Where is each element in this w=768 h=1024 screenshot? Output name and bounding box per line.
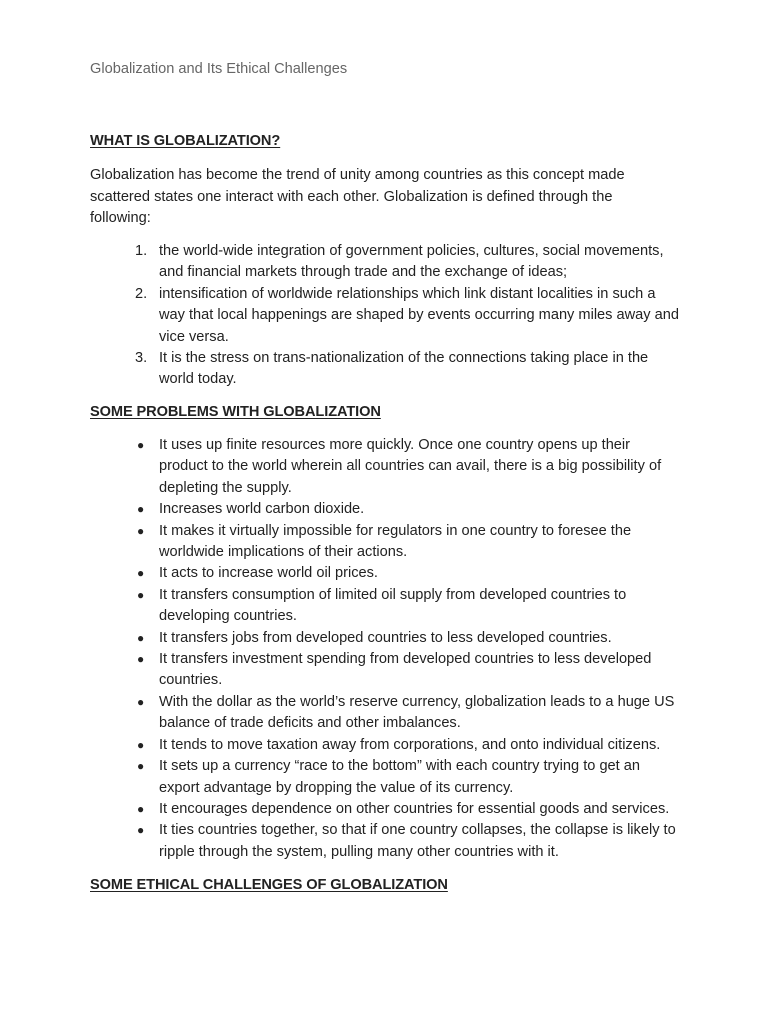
- bullet-icon: ●: [137, 759, 145, 774]
- list-item-text: the world-wide integration of government policies, cultures, social movements, and financial markets through trade and the exchange of ideas;: [159, 243, 664, 281]
- list-item-text: Increases world carbon dioxide.: [159, 501, 365, 518]
- list-item-text: It is the stress on trans-nationalization of the connections taking place in the world today.: [159, 350, 649, 388]
- problems-list: [90, 435, 682, 863]
- list-item: [90, 649, 682, 692]
- intro-paragraph: Globalization has become the trend of unity among countries as this concept made scattered states one interact with each other. Globalization is defined through the following:: [90, 167, 625, 226]
- document-title: Globalization and Its Ethical Challenges: [90, 61, 348, 77]
- bullet-icon: ●: [137, 587, 145, 602]
- section-heading-problems: SOME PROBLEMS WITH GLOBALIZATION: [90, 404, 381, 420]
- list-item: [90, 735, 682, 756]
- list-item-text: It transfers investment spending from developed countries to less developed countries.: [159, 651, 652, 689]
- list-item: [90, 756, 682, 799]
- list-item-text: It transfers jobs from developed countries to less developed countries.: [159, 629, 612, 646]
- bullet-icon: ●: [137, 630, 145, 645]
- list-number: 2.: [135, 285, 148, 302]
- list-item: [90, 435, 682, 499]
- list-item: [90, 628, 682, 649]
- list-item: [90, 284, 682, 348]
- section-heading-what-is-globalization: WHAT IS GLOBALIZATION?: [90, 133, 281, 149]
- list-item-text: It makes it virtually impossible for regulators in one country to foresee the worldwide implications of their actions.: [159, 522, 632, 561]
- list-item-text: intensification of worldwide relationships which link distant localities in such a way that local happenings are shaped by events occurring many miles away and vice versa.: [159, 285, 679, 345]
- bullet-icon: ●: [137, 801, 145, 816]
- list-item-text: It ties countries together, so that if one country collapses, the collapse is likely to ripple through the system, pulling many other countries with it.: [159, 822, 676, 860]
- bullet-icon: ●: [137, 737, 145, 752]
- list-item-text: It sets up a currency “race to the bottom” with each country trying to get an export advantage by dropping the value of its currency.: [159, 758, 641, 796]
- bullet-icon: ●: [137, 566, 145, 581]
- list-item: [90, 820, 682, 863]
- list-item: [90, 499, 682, 520]
- list-item: [90, 799, 682, 820]
- section-heading-ethical-challenges: SOME ETHICAL CHALLENGES OF GLOBALIZATION: [90, 877, 448, 893]
- definition-list: [90, 241, 682, 391]
- list-item: [90, 692, 682, 735]
- list-item-text: It acts to increase world oil prices.: [159, 565, 378, 582]
- list-number: 3.: [135, 350, 148, 367]
- list-item: [90, 521, 682, 564]
- bullet-icon: ●: [137, 438, 145, 452]
- bullet-icon: ●: [137, 523, 145, 538]
- list-item: [90, 563, 682, 584]
- list-item: [90, 585, 682, 628]
- list-item-text: It tends to move taxation away from corporations, and onto individual citizens.: [159, 736, 661, 753]
- bullet-icon: ●: [137, 823, 145, 838]
- bullet-icon: ●: [137, 694, 145, 709]
- list-item-text: It transfers consumption of limited oil supply from developed countries to developing countries.: [159, 586, 627, 625]
- bullet-icon: ●: [137, 652, 145, 667]
- list-number: 1.: [135, 243, 148, 259]
- list-item: [90, 348, 682, 391]
- list-item: [90, 241, 682, 284]
- list-item-text: With the dollar as the world’s reserve currency, globalization leads to a huge US balance of trade deficits and other imbalances.: [159, 693, 675, 732]
- list-item-text: It encourages dependence on other countries for essential goods and services.: [159, 800, 670, 817]
- list-item-text: It uses up finite resources more quickly. Once one country opens up their product to the world wherein all countries can avail, there is a big possibility of depleting the supply.: [159, 437, 662, 496]
- bullet-icon: ●: [137, 502, 145, 517]
